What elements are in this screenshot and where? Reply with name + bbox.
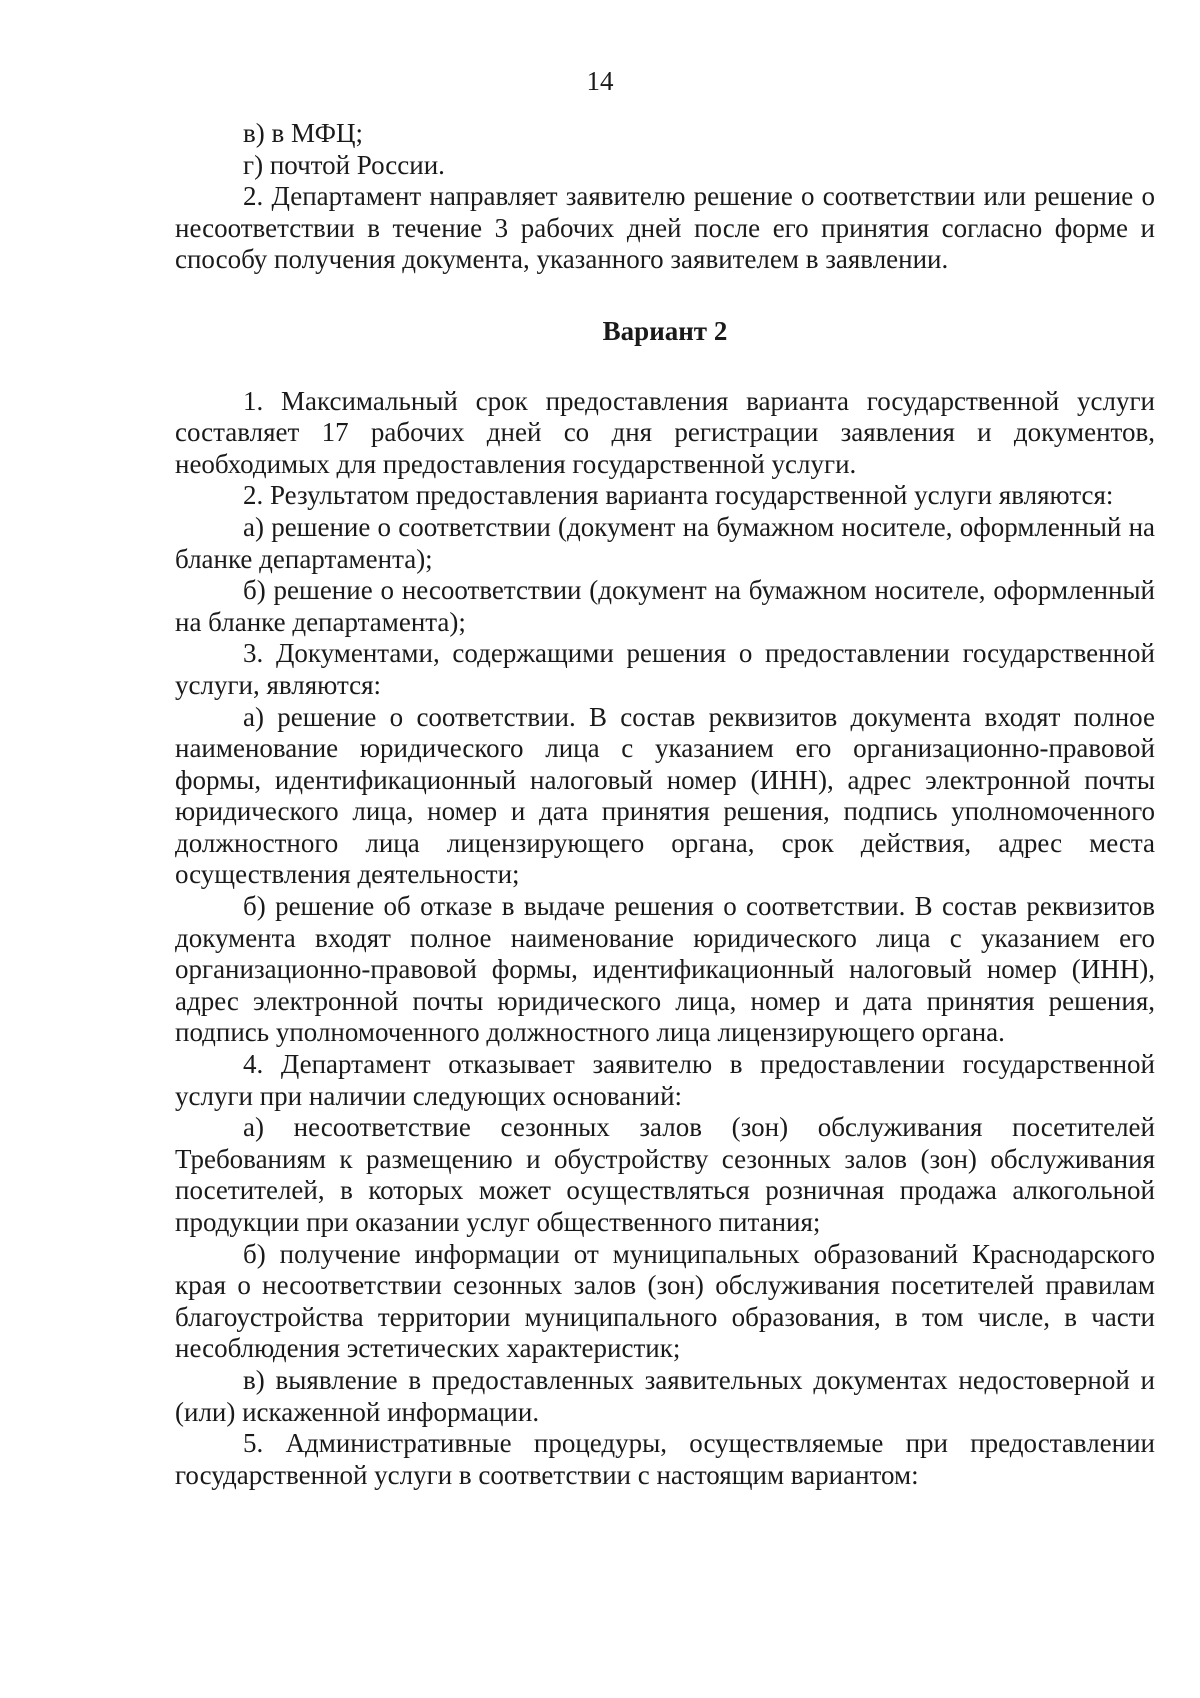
list-item-b-noncompliance: б) решение о несоответствии (документ на бумажном носителе, оформленный на бланке департамента); [175, 575, 1155, 637]
list-item-b-municipal: б) получение информации от муниципальных образований Краснодарского края о несоответствии сезонных залов (зон) обслуживания посетителей правилам благоустройства территории муниципального образования, в том числе, в части несоблюдения эстетических характеристик; [175, 1238, 1155, 1364]
list-item-post: г) почтой России. [243, 149, 445, 180]
page-number: 14 [586, 66, 614, 96]
paragraph-4-refusal-grounds: 4. Департамент отказывает заявителю в предоставлении государственной услуги при наличии следующих оснований: [175, 1049, 1155, 1111]
paragraph-5-procedures: 5. Административные процедуры, осуществляемые при предоставлении государственной услуги в соответствии с настоящим вариантом: [175, 1428, 1155, 1490]
section-heading: Вариант 2 [602, 315, 728, 346]
paragraph-2-result: 2. Результатом предоставления варианта государственной услуги являются: [243, 480, 1114, 511]
paragraph-1-term: 1. Максимальный срок предоставления варианта государственной услуги составляет 17 рабочих дней со дня регистрации заявления и документов, необходимых для предоставления государственной услуги. [175, 385, 1155, 479]
list-item-a-requirements: а) несоответствие сезонных залов (зон) обслуживания посетителей Требованиям к размещению и обустройству сезонных залов (зон) обслуживания посетителей, в которых может осуществляться розничная продажа алкогольной продукции при оказании услуг общественного питания; [175, 1112, 1155, 1237]
document-body [175, 118, 1155, 1491]
list-item-a-requisites: а) решение о соответствии. В состав реквизитов документа входят полное наименование юридического лица с указанием его организационно-правовой формы, идентификационный налоговый номер (ИНН), адрес электронной почты юридического лица, номер и дата принятия решения, подпись уполномоченного должностного лица лицензирующего органа, срок действия, адрес места осуществления деятельности; [175, 701, 1155, 890]
list-item-mfc: в) в МФЦ; [243, 118, 363, 148]
paragraph-3-documents: 3. Документами, содержащими решения о предоставлении государственной услуги, являются: [175, 638, 1155, 700]
list-item-a-compliance: а) решение о соответствии (документ на бумажном носителе, оформленный на бланке департамента); [175, 511, 1155, 574]
list-item-v-false-info: в) выявление в предоставленных заявительных документах недостоверной и (или) искаженной информации. [175, 1364, 1155, 1427]
list-item-b-refusal: б) решение об отказе в выдаче решения о соответствии. В состав реквизитов документа входят полное наименование юридического лица с указанием его организационно-правовой формы, идентификационный налоговый номер (ИНН), адрес электронной почты юридического лица, номер и дата принятия решения, подпись уполномоченного должностного лица лицензирующего органа. [175, 891, 1155, 1048]
paragraph-2-decision: 2. Департамент направляет заявителю решение о соответствии или решение о несоответствии в течение 3 рабочих дней после его принятия согласно форме и способу получения документа, указанного заявителем в заявлении. [175, 181, 1155, 275]
